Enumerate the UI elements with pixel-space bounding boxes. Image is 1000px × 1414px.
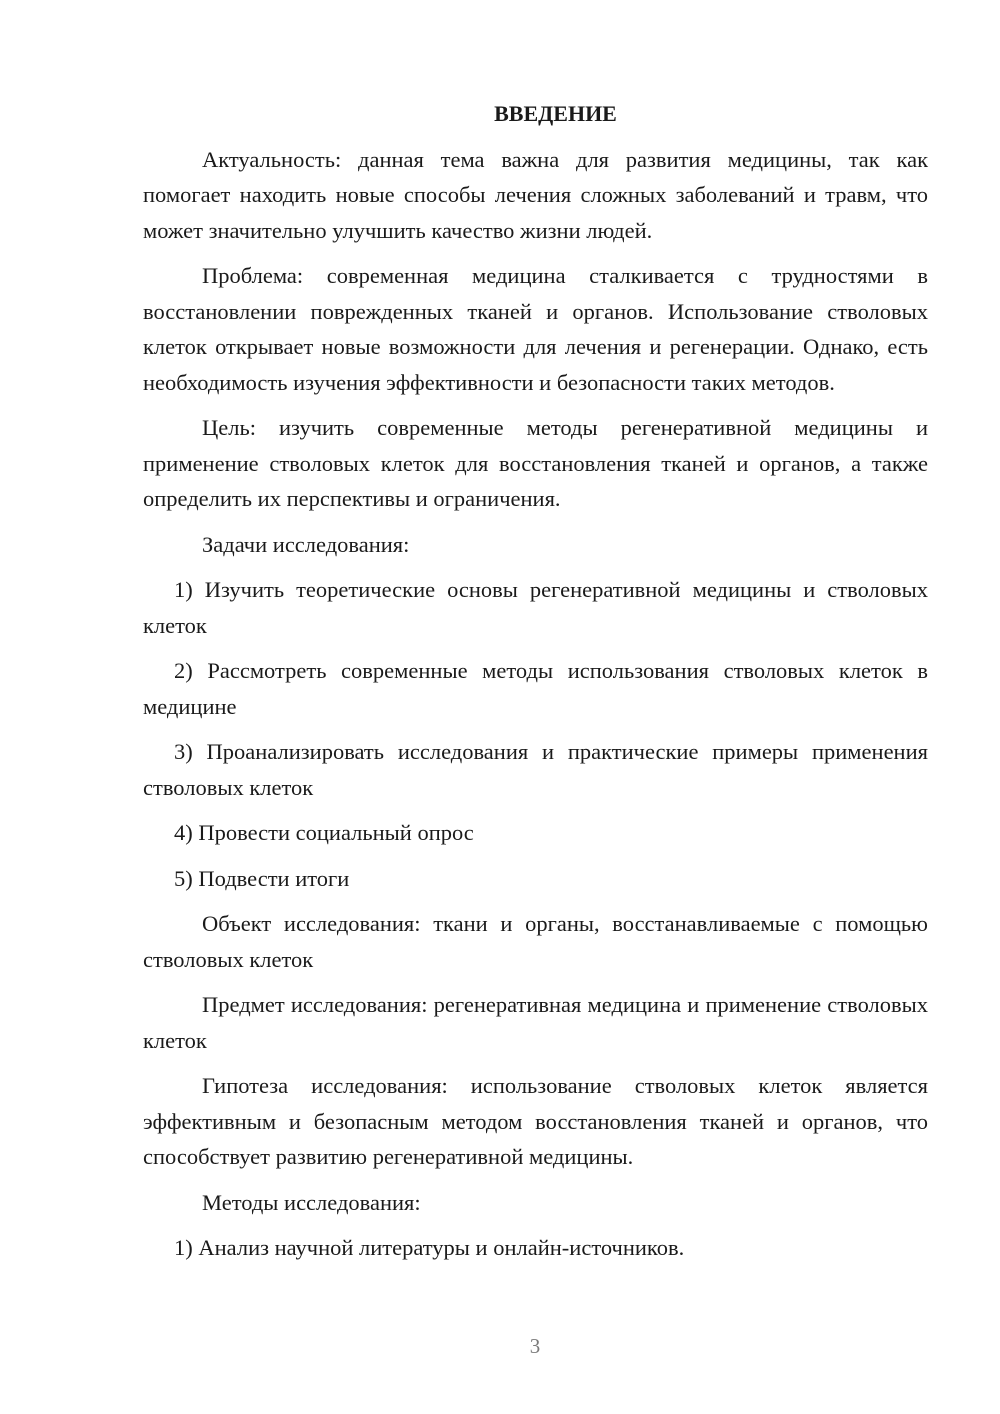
section-heading: ВВЕДЕНИЕ	[494, 101, 617, 126]
goal-paragraph: Цель: изучить современные методы регенеративной медицины и применение стволовых клеток для восстановления тканей и органов, а также определить их перспективы и ограничения.	[143, 415, 928, 511]
methods-label: Методы исследования:	[202, 1189, 421, 1215]
method-item: 1) Анализ научной литературы и онлайн-источников.	[174, 1235, 685, 1260]
relevance-paragraph: Актуальность: данная тема важна для развития медицины, так как помогает находить новые способы лечения сложных заболеваний и травм, что может значительно улучшить качество жизни людей.	[143, 146, 928, 243]
task-item: 2) Рассмотреть современные методы использования стволовых клеток в медицине	[143, 658, 928, 719]
subject-paragraph: Предмет исследования: регенеративная медицина и применение стволовых клеток	[143, 992, 928, 1053]
task-item: 4) Провести социальный опрос	[174, 820, 474, 845]
problem-paragraph: Проблема: современная медицина сталкивается с трудностями в восстановлении поврежденных тканей и органов. Использование стволовых клеток открывает новые возможности для лечения и регенерации. Однако, есть необходимость изучения эффективности и безопасности таких методов.	[143, 263, 928, 395]
tasks-label: Задачи исследования:	[202, 531, 410, 557]
page-body	[143, 96, 928, 1276]
object-paragraph: Объект исследования: ткани и органы, восстанавливаемые с помощью стволовых клеток	[143, 911, 928, 972]
task-item: 5) Подвести итоги	[174, 865, 350, 891]
task-item: 3) Проанализировать исследования и практические примеры применения стволовых клеток	[143, 739, 928, 800]
task-item: 1) Изучить теоретические основы регенеративной медицины и стволовых клеток	[143, 577, 928, 638]
hypothesis-paragraph: Гипотеза исследования: использование стволовых клеток является эффективным и безопасным методом восстановления тканей и органов, что способствует развитию регенеративной медицины.	[143, 1073, 928, 1169]
page-number: 3	[529, 1334, 541, 1358]
